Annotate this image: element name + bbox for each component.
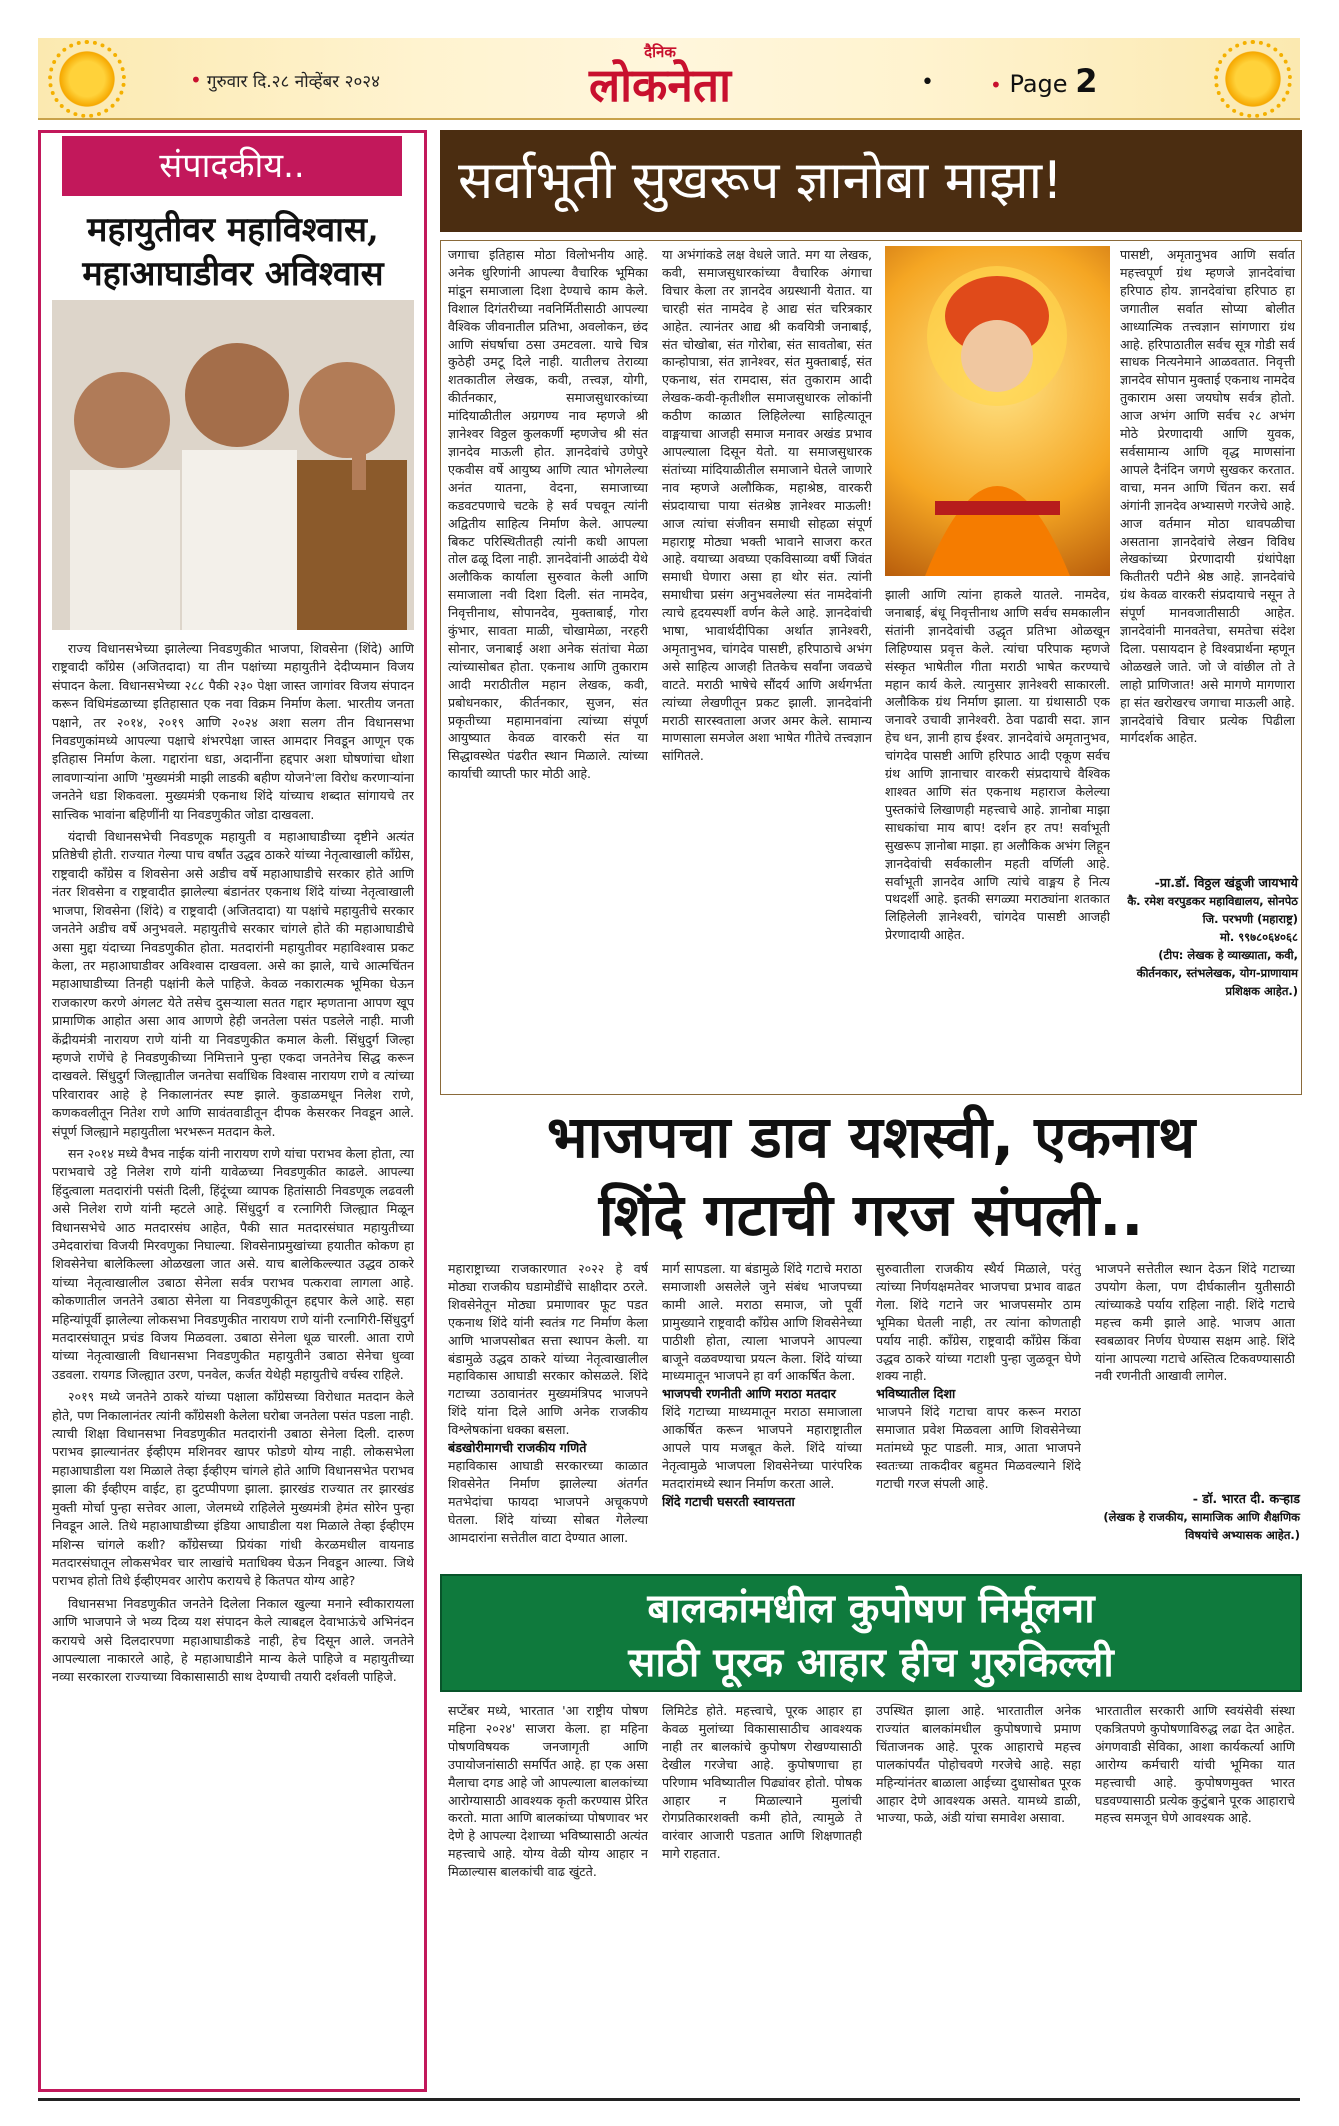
- article3-headline-bar: [440, 1574, 1302, 1692]
- article2-column-3-text: सुरुवातीला राजकीय स्थैर्य मिळाले, परंतु त्यांच्या निर्णयक्षमतेवर भाजपचा प्रभाव वाढत गेला. शिंदे गटाने जर भाजपसमोर ठाम भूमिका घेतली नाही, तर त्यांना कोणताही पर्याय नाही. काँग्रेस, राष्ट्रवादी काँग्रेस किंवा उद्धव ठाकरे यांच्या गटाशी पुन्हा जुळवून घेणे शक्य नाही.: [876, 1261, 1081, 1384]
- article1-title: सर्वाभूती सुखरूप ज्ञानोबा माझा!: [458, 151, 1063, 211]
- article2-column-4: भाजपने सत्तेतील स्थान देऊन शिंदे गटाच्या उपयोग केला, पण दीर्घकालीन युतीसाठी त्यांच्याकडे पर्याय राहिला नाही. शिंदे गटाचे महत्त्व कमी झाले आहे. भाजप आता स्वबळावर निर्णय घेण्यास सक्षम आहे. शिंदे यांना आपल्या गटाचे अस्तित्व टिकवण्यासाठी नवी रणनीती आखावी लागेल.: [1095, 1261, 1295, 1384]
- dot-icon: •: [921, 70, 934, 95]
- article2-column-2-text: मार्ग सापडला. या बंडामुळे शिंदे गटाचे मराठा समाजाशी असलेले जुने संबंध भाजपच्या कामी आले. मराठा समाज, जो पूर्वी प्रामुख्याने राष्ट्रवादी काँग्रेस आणि शिवसेनेच्या पाठीशी होता, त्याला भाजपने आपल्या बाजूने वळवण्याचा प्रयत्न केला. शिंदे यांच्या माध्यमातून भाजपने हा वर्ग आकर्षित केला.: [662, 1261, 862, 1384]
- editorial-headline-line2: महाआघाडीवर अविश्वास: [82, 254, 384, 294]
- article1-column-1: जगाचा इतिहास मोठा विलोभनीय आहे. अनेक धुरिणांनी आपल्या वैचारिक भूमिका मांडून समाजाला दिशा देण्याचे काम केले. विशाल दिगंतरीच्या नवनिर्मितीसाठी आपल्या वैश्विक जीवनातील प्रतिभा, अवलोकन, छंद आणि संघर्षाचा ठसा उमटवला. याचे चित्र कुठेही उमटू दिले नाही. यातीलच तेराव्या शतकातील लेखक, कवी, तत्त्वज्ञ, योगी, कीर्तनकार, समाजसुधारकांच्या मांदियाळीतील अग्रगण्य नाव म्हणजे श्री ज्ञानेश्वर विठ्ठल कुलकर्णी म्हणजेच श्री संत ज्ञानदेव माऊली होत. ज्ञानदेवांचे उणेपुरे एकवीस वर्षे आयुष्य आणि त्यात भोगलेल्या अनंत यातना, वेदना, समाजाच्या कडवटपणाचे चटके हे सर्व पचवून त्यांनी अद्वितीय साहित्य निर्माण केले. आपल्या बिकट परिस्थितीतही त्यांनी कधी आपला तोल ढळू दिला नाही. ज्ञानदेवांनी आळंदी येथे अलौकिक कार्याला सुरुवात केली आणि समाजाला नवी दिशा दिली. संत नामदेव, निवृत्तीनाथ, सोपानदेव, मुक्ताबाई, गोरा कुंभार, सावता माळी, चोखामेळा, नरहरी सोनार, जनाबाई अशा अनेक संतांचा मेळा त्यांच्यासोबत होता. एकनाथ आणि तुकाराम आदी मराठीतील महान लेखक, कवी, प्रबोधनकार, कीर्तनकार, सुजन, संत प्रकृतीच्या महामानवांना त्यांच्या संपूर्ण आयुष्यात केवळ वारकरी संत या सिद्धावस्थेत पंढरीत स्थान मिळाले. त्यांच्या कार्याची व्याप्ती फार मोठी आहे.: [448, 247, 648, 782]
- editorial-section-label: संपादकीय..: [62, 136, 402, 196]
- editorial-headline-line1: महायुतीवर महाविश्वास,: [87, 210, 379, 250]
- issue-date: गुरुवार दि.२८ नोव्हेंबर २०२४: [206, 72, 380, 92]
- editorial-headline: [52, 208, 414, 296]
- article3-column-3: उपस्थित झाला आहे. भारतातील अनेक राज्यांत बालकांमधील कुपोषणाचे प्रमाण चिंताजनक आहे. पूरक आहाराचे महत्त्व पालकांपर्यंत पोहोचवणे गरजेचे आहे. सहा महिन्यांनंतर बाळाला आईच्या दुधासोबत पूरक आहार देणे आवश्यक असते. यामध्ये डाळी, भाज्या, फळे, अंडी यांचा समावेश असावा.: [876, 1703, 1081, 1826]
- article3-column-2: लिमिटेड होते. महत्त्वाचे, पूरक आहार हा केवळ मुलांच्या विकासासाठीच आवश्यक नाही तर बालकांचे कुपोषण रोखण्यासाठी देखील गरजेचा आहे. कुपोषणाचा हा परिणाम भविष्यातील पिढ्यांवर होतो. पोषक आहार न मिळाल्याने मुलांची रोगप्रतिकारशक्ती कमी होते, त्यामुळे ते वारंवार आजारी पडतात आणि शिक्षणातही मागे राहतात.: [662, 1703, 862, 1862]
- article2-headline-line2: शिंदे गटाची गरज संपली..: [598, 1181, 1144, 1249]
- editorial-body: [52, 640, 414, 2085]
- article3-headline-line2: साठी पूरक आहार हीच गुरुकिल्ली: [628, 1640, 1114, 1686]
- logo-daily-label: दैनिक: [644, 43, 676, 61]
- bullet-icon: •: [190, 68, 202, 92]
- article2-subhead: बंडखोरीमागची राजकीय गणिते: [448, 1440, 587, 1456]
- article3-column-1: सप्टेंबर मध्ये, भारतात 'आ राष्ट्रीय पोषण महिना २०२४' साजरा केला. हा महिना पोषणविषयक जनजागृती आणि उपायोजनांसाठी समर्पित आहे. हा एक असा मैलाचा दगड आहे जो आपल्याला बालकांच्या आरोग्यासाठी आवश्यक कृती करण्यास प्रेरित करतो. माता आणि बालकांच्या पोषणावर भर देणे हे आपल्या देशाच्या भविष्यासाठी अत्यंत महत्त्वाचे आहे. योग्य वेळी योग्य आहार न मिळाल्यास बालकांची वाढ खुंटते.: [448, 1703, 648, 1880]
- article2-column-1-text: महाराष्ट्राच्या राजकारणात २०२२ हे वर्ष मोठ्या राजकीय घडामोडींचे साक्षीदार ठरले. शिवसेनेतून मोठ्या प्रमाणावर फूट पडत एकनाथ शिंदे यांनी स्वतंत्र गट निर्माण केला आणि भाजपसोबत सत्ता स्थापन केली. या बंडामुळे उद्धव ठाकरे यांच्या नेतृत्वाखालील महाविकास आघाडी सरकार कोसळले. शिंदे गटाच्या उठावानंतर मुख्यमंत्रिपद भाजपने शिंदे यांना दिले आणि अनेक राजकीय विश्लेषकांना धक्का बसला.: [448, 1261, 648, 1438]
- bullet-icon: •: [990, 73, 1002, 97]
- article2-subhead: भविष्यातील दिशा: [876, 1386, 956, 1402]
- article2-headline-line1: भाजपचा डाव यशस्वी, एकनाथ: [546, 1103, 1196, 1171]
- author-affiliation: कै. रमेश वरपुडकर महाविद्यालय, सोनपेठ जि. परभणी (महाराष्ट्र): [1127, 894, 1298, 926]
- article3-column-4: भारतातील सरकारी आणि स्वयंसेवी संस्था एकत्रितपणे कुपोषणाविरुद्ध लढा देत आहेत. अंगणवाडी सेविका, आशा कार्यकर्त्या आणि आरोग्य कर्मचारी यांची भूमिका यात महत्त्वाची आहे. कुपोषणमुक्त भारत घडवण्यासाठी प्रत्येक कुटुंबाने पूरक आहाराचे महत्त्व समजून घेणे आवश्यक आहे.: [1095, 1703, 1295, 1826]
- editorial-paragraph: सन २०१४ मध्ये वैभव नाईक यांनी नारायण राणे यांचा पराभव केला होता, त्या पराभवाचे उट्टे निलेश राणे यांनी यावेळच्या निवडणुकीत काढले. आपल्या हिंदुत्वाला मतदारांनी पसंती दिली, हिंदूंच्या व्यापक हितांसाठी निवडणूक लढवली असे निलेश राणे यांनी म्हटले आहे. सिंधुदुर्ग व रत्नागिरी जिल्ह्यात मिळून विधानसभेचे आठ मतदारसंघ आहेत, पैकी सात मतदारसंघात महायुतीच्या उमेदवारांचा विजयी मिरवणुका निघाल्या. शिवसेनाप्रमुखांच्या हयातीत कोकण हा शिवसेनेचा बालेकिल्ला ओळखला जात असे. याच बालेकिल्ल्यात उद्धव ठाकरे यांच्या नेतृत्वाखालील उबाठा सेनेला सर्वत्र पराभव पत्करावा लागला आहे. कोकणातील जनतेने उबाठा सेनेला या निवडणुकीतून हद्दपार केले आहे. सहा महिन्यांपूर्वी झालेल्या लोकसभा निवडणुकीत नारायण राणे यांनी रत्नागिरी-सिंधुदुर्ग मतदारसंघातून प्रचंड विजय मिळवला. उबाठा सेनेला धूळ चारली. आता राणे यांच्या नेतृत्वाखाली विधानसभा निवडणुकीत महायुतीने उबाठा सेनेचा धुव्वा उडवला. रायगड जिल्ह्यात उरण, पनवेल, कर्जत येथेही महायुतीचे वर्चस्व राहिले.: [52, 1145, 414, 1382]
- article1-column-4: पासष्टी, अमृतानुभव आणि सर्वात महत्त्वपूर्ण ग्रंथ म्हणजे ज्ञानदेवांचा हरिपाठ होय. ज्ञानदेवांचा हरिपाठ हा जगातील सर्वात सोप्या बोलीत आध्यात्मिक तत्त्वज्ञान सांगणारा ग्रंथ आहे. हरिपाठातील सर्वच सूत्र गोडी सर्व साधक नित्यनेमाने आळवतात. निवृत्ती ज्ञानदेव सोपान मुक्ताई एकनाथ नामदेव तुकाराम असा जयघोष सर्वत्र होतो. आज अभंग आणि सर्वच २८ अभंग मोठे प्रेरणादायी आणि युवक, सर्वसामान्य आणि वृद्ध माणसांना आपले दैनंदिन जगणे सुखकर करतात. वाचा, मनन आणि चिंतन करा. सर्व अंगांनी ज्ञानदेव अभ्यासणे गरजेचे आहे. आज वर्तमान मोठा धावपळीचा असताना ज्ञानदेवांचे लेखन विविध लेखकांच्या प्रेरणादायी ग्रंथांपेक्षा कितीतरी पटीने श्रेष्ठ आहे. ज्ञानदेवांचे ग्रंथ केवळ वारकरी संप्रदायाचे नसून ते संपूर्ण मानवजातीसाठी आहेत. ज्ञानदेवांनी मानवतेचा, समतेचा संदेश दिला. पसायदान हे विश्वप्रार्थना म्हणून ओळखले जाते. जो जे वांछील तो ते लाहो प्राणिजात! असे मागणे मागणारा हा संत खरोखरच जगाचा माऊली आहे. ज्ञानदेवांचे विचार प्रत्येक पिढीला मार्गदर्शक आहेत.: [1120, 247, 1295, 746]
- sun-icon-right: [1222, 48, 1284, 110]
- author-note: (टीप: लेखक हे व्याख्याता, कवी, कीर्तनकार, स्तंभलेखक, योग-प्राणायाम प्रशिक्षक आहेत.): [1136, 948, 1298, 998]
- dnyaneshwar-portrait: [885, 246, 1110, 576]
- footer-rule: [38, 2098, 1300, 2101]
- article2-column-1: [448, 1260, 648, 1562]
- author-name: -प्रा.डॉ. विठ्ठल खंडूजी जायभाये: [1154, 875, 1298, 890]
- editorial-paragraph: यंदाची विधानसभेची निवडणूक महायुती व महाआघाडीच्या दृष्टीने अत्यंत प्रतिष्ठेची होती. राज्यात गेल्या पाच वर्षांत उद्धव ठाकरे यांच्या नेतृत्वाखाली काँग्रेस, राष्ट्रवादी काँग्रेस व शिवसेना असे अडीच वर्षे महाआघाडीचे सरकार होते आणि नंतर शिवसेना व राष्ट्रवादीत झालेल्या बंडानंतर एकनाथ शिंदे यांच्या नेतृत्वाखाली भाजपा, शिवसेना (शिंदे) व राष्ट्रवादी (अजितदादा) या पक्षांचे महायुतीचे सरकार जनतेने अडीच वर्षे अनुभवले. महायुतीचे सरकार चांगले होते की महाआघाडीचे असा मुद्दा यंदाच्या निवडणुकीत होता. मतदारांनी महायुतीवर महाविश्वास प्रकट केला, तर महाआघाडीवर अविश्वास दाखवला. असे का झाले, याचे आत्मचिंतन महाआघाडीच्या तिनही पक्षांनी केले पाहिजे. केवळ नकारात्मक भूमिका घेऊन राजकारण करणे अंगलट येते तसेच दुसऱ्याला सतत गद्दार म्हणताना आपण खूप प्रामाणिक आहोत असा आव आणणे हेही जनतेला पसंत पडलेले नाही. माजी केंद्रीयमंत्री नारायण राणे यांनी या निवडणुकीत कमाल केली. सिंधुदुर्ग जिल्हा म्हणजे राणेंचे हे निवडणुकीच्या निमित्ताने पुन्हा एकदा जनतेनेच सिद्ध करून दाखवले. सिंधुदुर्ग जिल्ह्यातील जनतेचा सर्वाधिक विश्वास नारायण राणे व त्यांच्या परिवारावर आहे हे निकालानंतर स्पष्ट झाले. कुडाळमधून निलेश राणे, कणकवलीतून नितेश राणे आणि सावंतवाडीतून दीपक केसरकर निवडून आले. संपूर्ण जिल्ह्याने महायुतीला भरभरून मतदान केले.: [52, 829, 414, 1139]
- sun-icon-left: [56, 48, 118, 110]
- author-phone: मो. ९९७८०६४०६८: [1219, 930, 1298, 944]
- article1-column-2: या अभंगांकडे लक्ष वेधले जाते. मग या लेखक, कवी, समाजसुधारकांच्या वैचारिक अंगाचा विचार केला तर ज्ञानदेव अग्रस्थानी येतात. या चारही संत नामदेव हे आद्य संत चरित्रकार आहेत. त्यानंतर आद्य श्री कवयित्री जनाबाई, संत चोखोबा, संत गोरोबा, संत सावतोबा, संत कान्होपात्रा, संत ज्ञानेश्वर, संत मुक्ताबाई, संत एकनाथ, संत रामदास, संत तुकाराम आदी लेखक-कवी-कृतीशील समाजसुधारक लोकांनी कठीण काळात लिहिलेल्या साहित्यातून वाङ्मयाचा आजही समाज मनावर अखंड प्रभाव आपल्याला दिसून येतो. या समाजसुधारक संतांच्या मांदियाळीतील समाजाने घेतले जाणारे नाव म्हणजे अलौकिक, महाश्रेष्ठ, वारकरी संप्रदायाचा पाया संतश्रेष्ठ ज्ञानेश्वर माऊली! आज त्यांचा संजीवन समाधी सोहळा संपूर्ण महाराष्ट्र मोठ्या भक्ती भावाने साजरा करत आहे. वयाच्या अवघ्या एकविसाव्या वर्षी जिवंत समाधी घेणारा असा हा थोर संत. त्यांनी समाधीचा प्रसंग अनुभवलेल्या संत नामदेवांनी त्याचे हृदयस्पर्शी वर्णन केले आहे. ज्ञानदेवांची भाषा, भावार्थदीपिका अर्थात ज्ञानेश्वरी, अमृतानुभव, चांगदेव पासष्टी, हरिपाठाचे अभंग असे साहित्य आजही तितकेच सर्वांना जवळचे वाटते. मराठी भाषेचे सौंदर्य आणि अर्थगर्भता त्यांच्या लेखणीतून प्रकट झाली. ज्ञानदेवांनी मराठी सारस्वताला अजर अमर केले. सामान्य माणसाला समजेल अशा भाषेत गीतेचे तत्त्वज्ञान सांगितले.: [662, 247, 872, 764]
- editorial-paragraph: २०१९ मध्ये जनतेने ठाकरे यांच्या पक्षाला काँग्रेसच्या विरोधात मतदान केले होते, पण निकालानंतर त्यांनी काँग्रेसशी केलेला घरोबा जनतेला पसंत पडला नाही. त्याची शिक्षा विधानसभा निवडणुकीत मतदारांनी उबाठा सेनेला दिली. दारुण पराभव झाल्यानंतर ईव्हीएम मशिनवर खापर फोडणे योग्य नाही. लोकसभेला महाआघाडीला यश मिळाले तेव्हा ईव्हीएम चांगले होते आणि विधानसभेत पराभव झाला की ईव्हीएम वाईट, हा दुटप्पीपणा झाला. झारखंड राज्यात तर झारखंड मुक्ती मोर्चा पुन्हा सत्तेवर आला, जेलमध्ये राहिलेले मुख्यमंत्री हेमंत सोरेन पुन्हा निवडून आले. तिथे महाआघाडीच्या इंडिया आघाडीला यश मिळाले तेव्हा ईव्हीएम मशिन्स चांगले कशी? काँग्रेसच्या प्रियंका गांधी केरळमधील वायनाड मतदारसंघातून लोकसभेवर चार लाखांचे मताधिक्य घेऊन निवडून आल्या. जिथे पराभव होतो तिथे ईव्हीएमवर आरोप करायचे हे कितपत योग्य आहे?: [52, 1389, 414, 1589]
- page-indicator: [990, 62, 1097, 100]
- article2-subhead: शिंदे गटाची घसरती स्वायत्तता: [662, 1493, 795, 1509]
- author-name: - डॉ. भारत दी. कऱ्हाड: [1192, 1491, 1300, 1506]
- article1-byline: [1110, 874, 1298, 1000]
- article2-column-2-text-b: शिंदे गटाच्या माध्यमातून मराठा समाजाला आकर्षित करून भाजपने महाराष्ट्रातील आपले पाय मजबूत केले. शिंदे यांच्या नेतृत्वामुळे भाजपला शिवसेनेच्या पारंपरिक मतदारांमध्ये स्थान निर्माण करता आले.: [662, 1404, 862, 1491]
- article1-column-3: झाली आणि त्यांना हाकले यातले. नामदेव, जनाबाई, बंधू निवृत्तीनाथ आणि सर्वच समकालीन संतांनी ज्ञानदेवांची उद्धृत प्रतिभा ओळखून लिहिण्यास प्रवृत्त केले. त्यांचा परिपाक म्हणजे संस्कृत भाषेतील गीता मराठी भाषेत करण्याचे महान कार्य केले. त्यानुसार ज्ञानेश्वरी साकारली. अलौकिक ग्रंथ निर्माण झाला. या ग्रंथासाठी एक जनावरे उचावी ज्ञानेश्वरी. ठेवा पढावी सदा. ज्ञान हेच धन, ज्ञानी हाच ईश्वर. ज्ञानदेवांचे अमृतानुभव, चांगदेव पासष्टी आणि हरिपाठ आदी एकूण सर्वच ग्रंथ आणि ज्ञानाचार वारकरी संप्रदायाचे वैश्विक शाश्वत आणि संत एकनाथ महाराज केलेल्या पुस्तकांचे लिखाणही महत्त्वाचे आहे. ज्ञानोबा माझा साधकांचा माय बाप! दर्शन हर तप! सर्वाभूती सुखरूप ज्ञानोबा माझा. हा अलौकिक अभंग लिहून ज्ञानदेवांची सर्वकालीन महती वर्णिली आहे. सर्वाभूती ज्ञानदेव आणि त्यांचे वाङ्मय हे नित्य पथदर्शी आहे. इतकी सगळ्या मराठ्यांना शतकात लिहिलेली ज्ञानेश्वरी, चांगदेव पासष्टी आजही प्रेरणादायी आहेत.: [885, 587, 1110, 943]
- author-note: (लेखक हे राजकीय, सामाजिक आणि शैक्षणिक विषयांचे अभ्यासक आहेत.): [1103, 1510, 1300, 1542]
- page-number: 2: [1075, 62, 1098, 100]
- logo-title: लोकनेता: [588, 58, 732, 112]
- newspaper-logo: [520, 42, 800, 112]
- leaders-illustration: [52, 300, 414, 630]
- saint-portrait-icon: [885, 246, 1110, 576]
- article2-headline: [440, 1098, 1302, 1250]
- date-line: [190, 68, 380, 92]
- editorial-paragraph: राज्य विधानसभेच्या झालेल्या निवडणुकीत भाजपा, शिवसेना (शिंदे) आणि राष्ट्रवादी काँग्रेस (अजितदादा) या तीन पक्षांच्या महायुतीने देदीप्यमान विजय संपादन केला. विधानसभेच्या २८८ पैकी २३० पेक्षा जास्त जागांवर विजय संपादन करून विधिमंडळाच्या इतिहासात एक नवा विक्रम निर्माण केला. भारतीय जनता पक्षाने, तर २०१४, २०१९ आणि २०२४ अशा सलग तीन विधानसभा निवडणुकांमध्ये आपल्या पक्षाचे शंभरपेक्षा जास्त आमदार निवडून आणून एक इतिहास निर्माण केला. गद्दारांना धडा, अदानींना हद्दपार अशा घोषणांचा धोशा लावणाऱ्यांना आणि 'मुख्यमंत्री माझी लाडकी बहीण योजने'ला विरोध करणाऱ्यांना जनतेने धडा शिकवला. मुख्यमंत्री एकनाथ शिंदे यांच्याच शब्दात सांगायचे तर सात्त्विक भावांना बहिणींनी या निवडणुकीत जोडा दाखवला.: [52, 641, 414, 822]
- article2-column-1-text-b: महाविकास आघाडी सरकारच्या काळात शिवसेनेत निर्माण झालेल्या अंतर्गत मतभेदांचा फायदा भाजपने अचूकपणे घेतला. शिंदे यांच्या सोबत गेलेल्या आमदारांना सत्तेतील वाटा देण्यात आला.: [448, 1457, 648, 1545]
- article3-headline-line1: बालकांमधील कुपोषण निर्मूलना: [647, 1586, 1095, 1632]
- editorial-paragraph: विधानसभा निवडणुकीत जनतेने दिलेला निकाल खुल्या मनाने स्वीकारायला आणि भाजपाने जे भव्य दिव्य यश संपादन केले त्याबद्दल देवाभाऊंचे अभिनंदन करायचे असे दिलदारपणा महाआघाडीकडे नाही, हेच दिसून आले. जनतेने आपल्याला नाकारले आहे, हे महाआघाडीने मान्य केले पाहिजे व महायुतीच्या नव्या सरकारला राज्याच्या विकासासाठी साथ देण्याची तयारी दर्शवली पाहिजे.: [52, 1595, 414, 1685]
- leaders-photo: [52, 300, 414, 630]
- article2-byline: [1095, 1490, 1300, 1544]
- article2-column-3-text-b: भाजपने शिंदे गटाचा वापर करून मराठा समाजात प्रवेश मिळवला आणि शिवसेनेच्या मतांमध्ये फूट पाडली. मात्र, आता भाजपने स्वतःच्या ताकदीवर बहुमत मिळवल्याने शिंदे गटाची गरज संपली आहे.: [876, 1404, 1081, 1491]
- page-label: Page: [1009, 70, 1068, 98]
- article2-column-2: [662, 1260, 862, 1562]
- article2-subhead: भाजपची रणनीती आणि मराठा मतदार: [662, 1386, 836, 1402]
- article1-title-bar: [440, 130, 1302, 232]
- article2-column-3: [876, 1260, 1081, 1562]
